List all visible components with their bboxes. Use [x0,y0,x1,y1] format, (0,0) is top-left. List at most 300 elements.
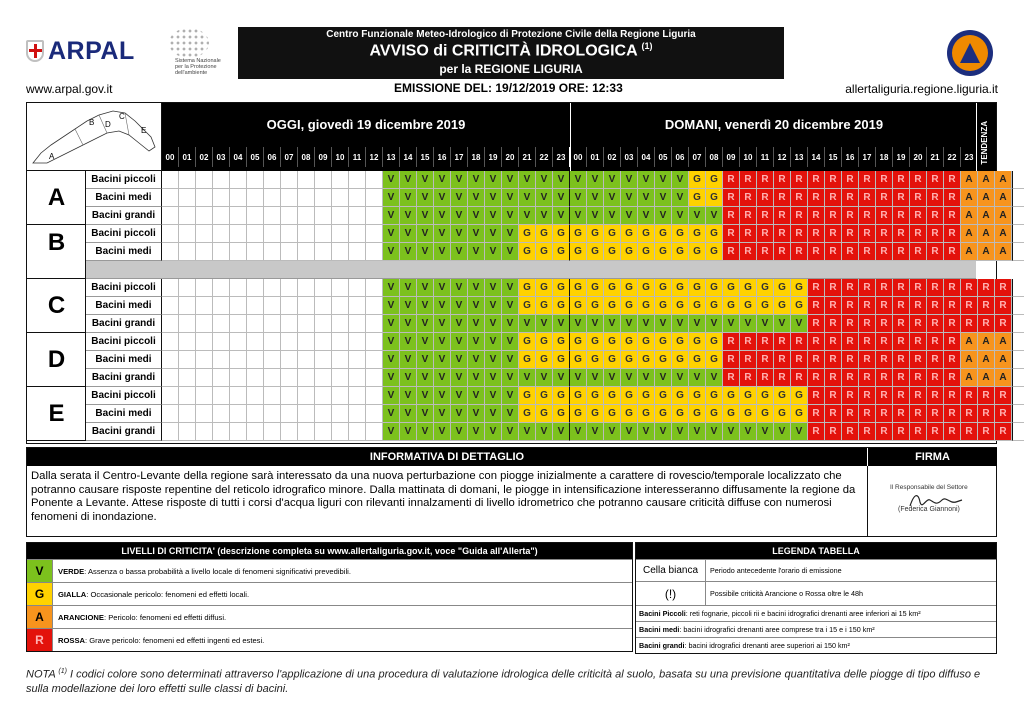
zone-divider [27,278,86,279]
table-row [27,405,1024,423]
criticality-cell [247,297,264,315]
criticality-cell: G [689,279,706,297]
criticality-cell [213,207,230,225]
criticality-cell: R [927,351,944,369]
criticality-cell: R [927,369,944,387]
tendenza-cell [1012,207,1024,225]
criticality-cell: V [434,279,451,297]
criticality-cell [281,243,298,261]
criticality-cell [230,423,247,441]
criticality-cell [162,279,179,297]
criticality-cell: R [927,333,944,351]
criticality-cell: R [774,333,791,351]
criticality-cell: V [485,297,502,315]
criticality-cell: G [553,351,570,369]
criticality-cell: R [927,207,944,225]
criticality-cell: R [927,189,944,207]
criticality-cell [332,369,349,387]
criticality-cell [264,423,281,441]
criticality-cell: G [536,351,553,369]
criticality-cell: R [825,369,842,387]
title-line3: per la REGIONE LIGURIA [439,62,583,77]
criticality-cell: R [757,333,774,351]
criticality-cell: R [842,387,859,405]
criticality-cell: G [672,333,689,351]
criticality-cell [196,297,213,315]
criticality-cell: R [774,225,791,243]
criticality-cell: V [553,171,570,189]
criticality-cell: R [910,333,927,351]
criticality-cell [366,297,383,315]
criticality-cell: G [587,351,604,369]
criticality-cell: G [689,225,706,243]
criticality-cell: R [978,405,995,423]
map-label-a: A [49,152,55,161]
criticality-cell: R [995,423,1012,441]
signature-role: Il Responsabile del Settore [890,484,968,491]
basin-category-label: Bacini piccoli [86,387,162,405]
criticality-cell: R [740,189,757,207]
criticality-cell: G [672,405,689,423]
criticality-cell: G [706,189,723,207]
level-description: VERDE: Assenza o bassa probabilità a livello locale di fenomeni significativi prevedibili. [58,566,351,576]
hour-label: 02 [196,147,213,167]
criticality-cell: V [468,279,485,297]
criticality-cell: R [910,171,927,189]
criticality-cell: V [485,369,502,387]
criticality-cell: V [519,423,536,441]
criticality-cell: A [978,351,995,369]
criticality-cell: R [740,225,757,243]
level-description: ARANCIONE: Pericolo: fenomeni ed effetti diffusi. [58,612,227,622]
criticality-cell [213,279,230,297]
criticality-cell: R [740,243,757,261]
criticality-cell: R [842,189,859,207]
zone-label: A [47,184,66,211]
criticality-cell: G [638,405,655,423]
criticality-cell [332,333,349,351]
table-row [27,315,1024,333]
criticality-cell [315,189,332,207]
criticality-cell: V [417,297,434,315]
criticality-cell: A [961,243,978,261]
criticality-cell: V [638,207,655,225]
tendenza-cell [1012,369,1024,387]
criticality-cell [366,279,383,297]
criticality-cell: R [978,315,995,333]
levels-heading: LIVELLI DI CRITICITA' (descrizione completa su www.allertaliguria.gov.it, voce "Guida all'Allerta") [27,543,632,559]
criticality-cell: V [621,315,638,333]
table-row [27,369,1024,387]
criticality-cell: V [451,315,468,333]
criticality-cell [366,225,383,243]
criticality-cell: R [859,171,876,189]
criticality-cell: R [944,297,961,315]
criticality-cell [162,207,179,225]
criticality-cell: A [961,369,978,387]
criticality-cell [264,279,281,297]
tendenza-cell [1012,225,1024,243]
criticality-cell [298,351,315,369]
criticality-table [26,102,1007,444]
criticality-cell: V [451,405,468,423]
criticality-cell: G [570,351,587,369]
criticality-cell [230,387,247,405]
basin-category-label: Bacini medi [86,297,162,315]
criticality-cell [349,405,366,423]
hour-label: 18 [876,147,893,167]
legend-row-medi [636,621,996,637]
criticality-cell: G [638,387,655,405]
criticality-cell: G [587,333,604,351]
basin-category-label: Bacini piccoli [86,171,162,189]
criticality-cell: G [706,405,723,423]
criticality-cell: G [706,351,723,369]
criticality-cell: R [842,225,859,243]
criticality-cell: V [485,405,502,423]
criticality-cell [264,387,281,405]
criticality-cell: V [723,423,740,441]
criticality-cell: V [689,315,706,333]
criticality-cell: G [655,351,672,369]
level-description: ROSSA: Grave pericolo: fenomeni ed effetti ingenti ed estesi. [58,635,265,645]
title-sup: (1) [641,41,653,51]
criticality-cell: R [961,405,978,423]
criticality-cell [332,207,349,225]
criticality-cell: G [621,279,638,297]
criticality-cell: G [791,297,808,315]
table-grid [27,171,1024,441]
criticality-cell: R [859,225,876,243]
criticality-cell: V [417,243,434,261]
hour-label: 17 [451,147,468,167]
criticality-cell: R [944,351,961,369]
criticality-cell [162,189,179,207]
criticality-cell: R [910,279,927,297]
hour-label: 09 [315,147,332,167]
table-row [27,225,1024,243]
criticality-cell: V [383,189,400,207]
criticality-cell [247,423,264,441]
criticality-cell: V [570,207,587,225]
criticality-cell: R [757,369,774,387]
criticality-cell: G [536,279,553,297]
criticality-cell: R [757,225,774,243]
criticality-cell: G [553,243,570,261]
criticality-cell [349,333,366,351]
hour-label: 23 [553,147,570,167]
title-line1: Centro Funzionale Meteo-Idrologico di Protezione Civile della Regione Liguria [326,29,696,40]
criticality-cell: V [604,207,621,225]
criticality-cell: R [910,405,927,423]
hour-label: 23 [961,147,978,167]
criticality-cell: R [893,297,910,315]
criticality-cell: R [944,369,961,387]
table-legend [635,542,997,654]
criticality-cell [230,405,247,423]
hour-label: 06 [264,147,281,167]
criticality-cell [179,243,196,261]
day-today: OGGI, giovedì 19 dicembre 2019 [266,117,466,132]
tendenza-cell [1012,315,1024,333]
criticality-cell: V [655,171,672,189]
criticality-cell: R [944,225,961,243]
zone-divider [27,440,86,441]
criticality-cell: G [723,279,740,297]
criticality-cell: V [434,387,451,405]
criticality-cell: R [859,369,876,387]
criticality-cell: A [961,207,978,225]
criticality-cell: V [621,189,638,207]
tendenza-cell [1012,189,1024,207]
criticality-cell: V [485,207,502,225]
criticality-cell: R [893,279,910,297]
criticality-cell: V [689,369,706,387]
criticality-cell: R [876,315,893,333]
criticality-cell: A [978,243,995,261]
criticality-cell [281,369,298,387]
criticality-cell: R [859,315,876,333]
criticality-cell [281,279,298,297]
criticality-cell: R [859,297,876,315]
criticality-cell: V [485,189,502,207]
criticality-cell: V [451,423,468,441]
title-box [238,27,784,79]
basin-category-label: Bacini grandi [86,315,162,333]
criticality-cell: R [927,279,944,297]
criticality-cell: R [978,297,995,315]
criticality-cell: V [434,207,451,225]
criticality-cell [281,351,298,369]
snpa-text-1: Sistema Nazionale [175,58,221,64]
criticality-cell: V [468,297,485,315]
criticality-cell: V [434,171,451,189]
criticality-cell: V [485,171,502,189]
snpa-text-3: dell'ambiente [175,70,208,76]
criticality-cell: G [689,405,706,423]
criticality-cell: V [400,243,417,261]
level-swatch: G [27,583,53,605]
criticality-cell: V [451,243,468,261]
criticality-cell [349,387,366,405]
criticality-cell: V [723,315,740,333]
criticality-cell: V [400,189,417,207]
allerta-url[interactable]: allertaliguria.regione.liguria.it [845,82,998,96]
firma-heading: FIRMA [868,448,997,466]
criticality-cell: V [485,315,502,333]
criticality-cell: G [774,297,791,315]
tendenza-cell [1012,423,1024,441]
criticality-cell: R [876,225,893,243]
hour-label: 11 [349,147,366,167]
criticality-cell: V [757,315,774,333]
criticality-cell: R [876,369,893,387]
criticality-cell: R [825,405,842,423]
table-row [27,351,1024,369]
criticality-cell: G [587,405,604,423]
criticality-cell: R [910,243,927,261]
criticality-cell [281,315,298,333]
criticality-cell: R [740,369,757,387]
criticality-cell: A [995,207,1012,225]
criticality-cell: V [502,207,519,225]
hour-label: 12 [366,147,383,167]
criticality-cell: R [842,297,859,315]
hour-label: 03 [621,147,638,167]
dots-icon [169,28,209,58]
criticality-cell [298,423,315,441]
criticality-cell: G [519,351,536,369]
criticality-cell: R [876,207,893,225]
criticality-cell: G [723,387,740,405]
criticality-cell: V [519,315,536,333]
criticality-cell: V [689,207,706,225]
criticality-cell: R [910,225,927,243]
criticality-cell: R [961,279,978,297]
criticality-cell: G [655,243,672,261]
criticality-cell: G [621,297,638,315]
criticality-cell: R [927,171,944,189]
criticality-cell: V [468,369,485,387]
criticality-cell: V [536,315,553,333]
criticality-cell [179,279,196,297]
criticality-cell [315,225,332,243]
criticality-cell [349,315,366,333]
criticality-cell [213,315,230,333]
criticality-cell: R [876,351,893,369]
criticality-cell: V [587,315,604,333]
criticality-cell: R [876,189,893,207]
criticality-cell [366,189,383,207]
criticality-cell: G [604,243,621,261]
criticality-cell [315,333,332,351]
criticality-cell: G [519,243,536,261]
criticality-cell [349,279,366,297]
criticality-cell: G [672,297,689,315]
table-row [27,333,1024,351]
criticality-cell: A [995,243,1012,261]
legend-key-excl: (!) [636,582,706,605]
criticality-cell: R [944,405,961,423]
criticality-cell: R [842,171,859,189]
criticality-cell: V [621,171,638,189]
hour-label: 22 [944,147,961,167]
criticality-cell: V [383,171,400,189]
zone-label: E [48,400,65,427]
criticality-cell [366,207,383,225]
criticality-cell [298,279,315,297]
criticality-cell: R [944,387,961,405]
criticality-cell: V [706,207,723,225]
table-row [27,207,1024,225]
criticality-cell [264,225,281,243]
criticality-cell: R [859,405,876,423]
criticality-cell: V [706,423,723,441]
criticality-cell: V [536,423,553,441]
hour-label: 06 [672,147,689,167]
criticality-cell: R [842,351,859,369]
criticality-cell: A [978,225,995,243]
criticality-cell [281,387,298,405]
criticality-cell [264,207,281,225]
criticality-cell: V [383,333,400,351]
criticality-cell [298,387,315,405]
criticality-cell: R [842,423,859,441]
criticality-cell: R [859,189,876,207]
criticality-cell [230,315,247,333]
criticality-cell: R [893,189,910,207]
criticality-cell: V [451,171,468,189]
criticality-cell [349,225,366,243]
arpal-url[interactable]: www.arpal.gov.it [26,82,113,96]
criticality-cell: V [672,207,689,225]
criticality-cell: V [383,225,400,243]
table-row [27,189,1024,207]
criticality-cell: A [978,369,995,387]
criticality-cell: G [757,387,774,405]
criticality-cell: G [604,297,621,315]
criticality-cell [196,243,213,261]
criticality-cell: V [400,423,417,441]
criticality-cell: V [638,369,655,387]
criticality-cell: G [570,387,587,405]
criticality-cell: G [519,405,536,423]
criticality-cell: R [927,243,944,261]
criticality-cell: R [740,333,757,351]
hour-label: 07 [281,147,298,167]
criticality-cell: V [451,351,468,369]
criticality-cell: R [876,333,893,351]
criticality-cell: G [519,333,536,351]
criticality-cell [281,207,298,225]
criticality-cell: V [587,423,604,441]
criticality-cell: R [791,369,808,387]
criticality-cell [349,243,366,261]
criticality-cell [315,297,332,315]
criticality-cell [298,171,315,189]
criticality-cell: R [774,189,791,207]
criticality-cell: V [502,297,519,315]
criticality-cell: V [553,189,570,207]
criticality-cell [298,369,315,387]
criticality-cell: R [995,387,1012,405]
criticality-cell: R [910,387,927,405]
criticality-cell [196,423,213,441]
criticality-cell: R [808,225,825,243]
title-line2: AVVISO di CRITICITÀ IDROLOGICA $^{(1)}$ [369,41,653,60]
criticality-cell: V [502,279,519,297]
criticality-cell [315,279,332,297]
criticality-cell: R [944,243,961,261]
criticality-cell: V [570,369,587,387]
criticality-cell: V [434,351,451,369]
criticality-cell: G [536,333,553,351]
criticality-cell [247,171,264,189]
criticality-cell: V [604,315,621,333]
criticality-cell: G [536,405,553,423]
criticality-cell [315,369,332,387]
criticality-cell: G [791,387,808,405]
criticality-cell: R [791,189,808,207]
criticality-cell: G [570,297,587,315]
hour-label: 14 [808,147,825,167]
criticality-cell: V [417,423,434,441]
criticality-cell [247,387,264,405]
criticality-cell: G [655,279,672,297]
criticality-cell: R [774,243,791,261]
criticality-cell: V [502,171,519,189]
basin-category-label: Bacini grandi [86,207,162,225]
